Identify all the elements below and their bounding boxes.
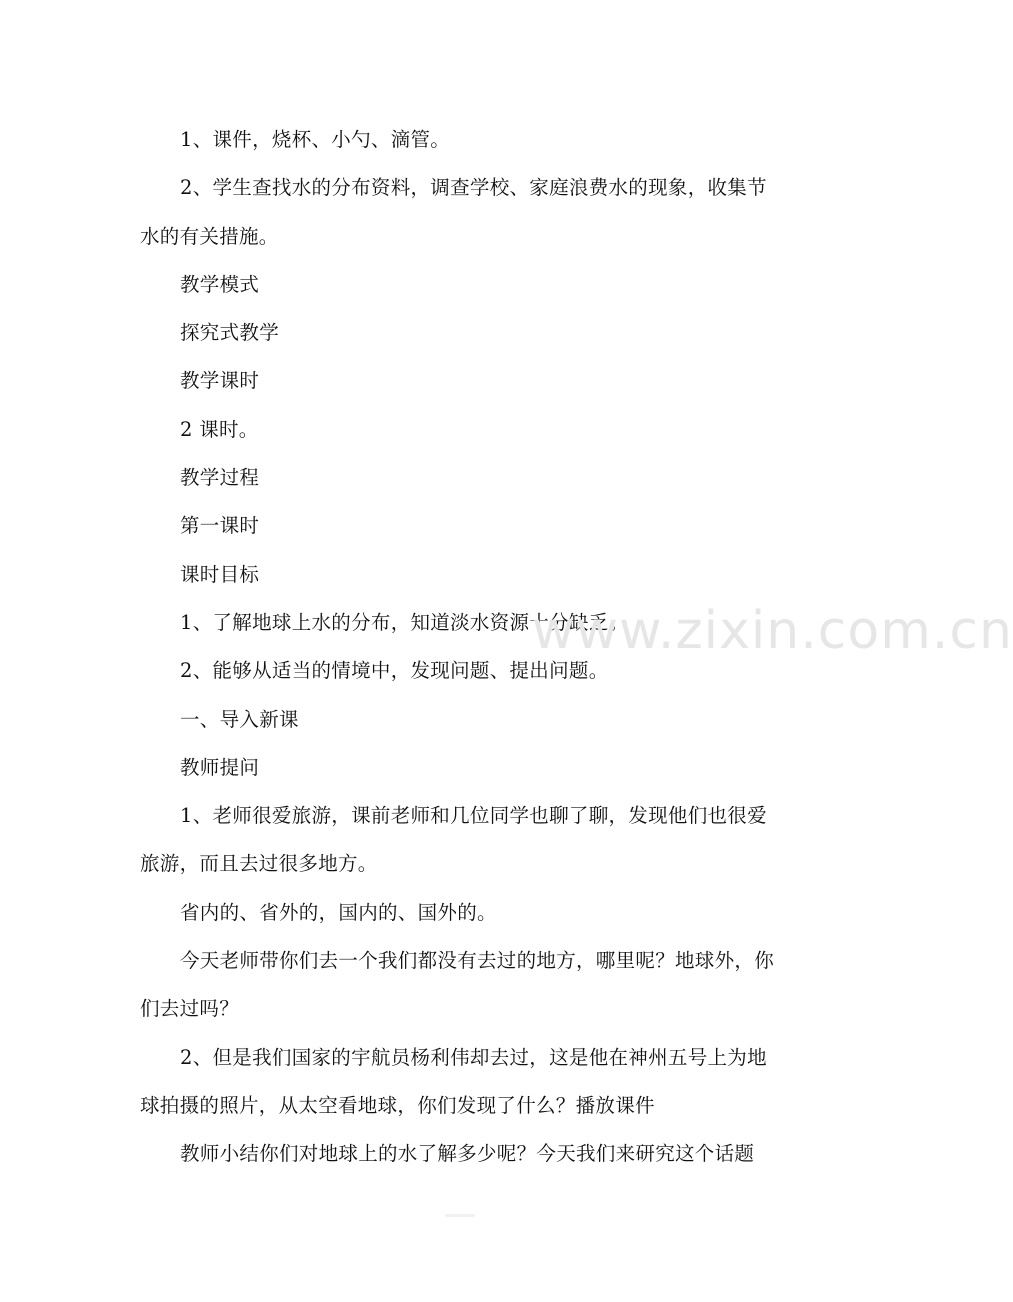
- paragraph-outer-space: 今天老师带你们去一个我们都没有去过的地方，哪里呢？地球外，你们去过吗？: [140, 949, 775, 1021]
- heading-introduction: 一、导入新课: [180, 707, 299, 731]
- paragraph-teacher-summary: 教师小结你们对地球上的水了解多少呢？今天我们来研究这个话题: [180, 1142, 755, 1166]
- document-body: [140, 116, 782, 1179]
- paragraph-question-1: 1、老师很爱旅游，课前老师和几位同学也聊了聊，发现他们也很爱旅游，而且去过很多地方。: [140, 804, 767, 876]
- heading-first-lesson: 第一课时: [180, 514, 260, 538]
- paragraph-class-hours: 2 课时。: [180, 417, 259, 441]
- paragraph-materials: 1、课件，烧杯、小勺、滴管。: [180, 128, 451, 151]
- paragraph-goal-1: 1、了解地球上水的分布，知道淡水资源十分缺乏。: [180, 610, 629, 634]
- paragraph-student-prep: 2、学生查找水的分布资料，调查学校、家庭浪费水的现象，收集节水的有关措施。: [140, 176, 767, 248]
- heading-teaching-mode: 教学模式: [180, 272, 260, 296]
- heading-class-hours: 教学课时: [180, 369, 260, 393]
- paragraph-question-2: 2、但是我们国家的宇航员杨利伟却去过，这是他在神州五号上为地球拍摄的照片，从太空看地球，你们发现了什么？播放课件: [140, 1045, 767, 1117]
- heading-lesson-goals: 课时目标: [180, 562, 260, 586]
- watermark-text: www.zixin.com.cn: [532, 601, 1013, 661]
- paragraph-teaching-mode: 探究式教学: [180, 321, 280, 345]
- heading-teacher-question: 教师提问: [180, 755, 260, 779]
- paragraph-places: 省内的、省外的，国内的、国外的。: [180, 900, 497, 924]
- paragraph-goal-2: 2、能够从适当的情境中，发现问题、提出问题。: [180, 659, 609, 683]
- heading-teaching-process: 教学过程: [180, 466, 260, 490]
- page-footer-mark: [445, 1214, 475, 1217]
